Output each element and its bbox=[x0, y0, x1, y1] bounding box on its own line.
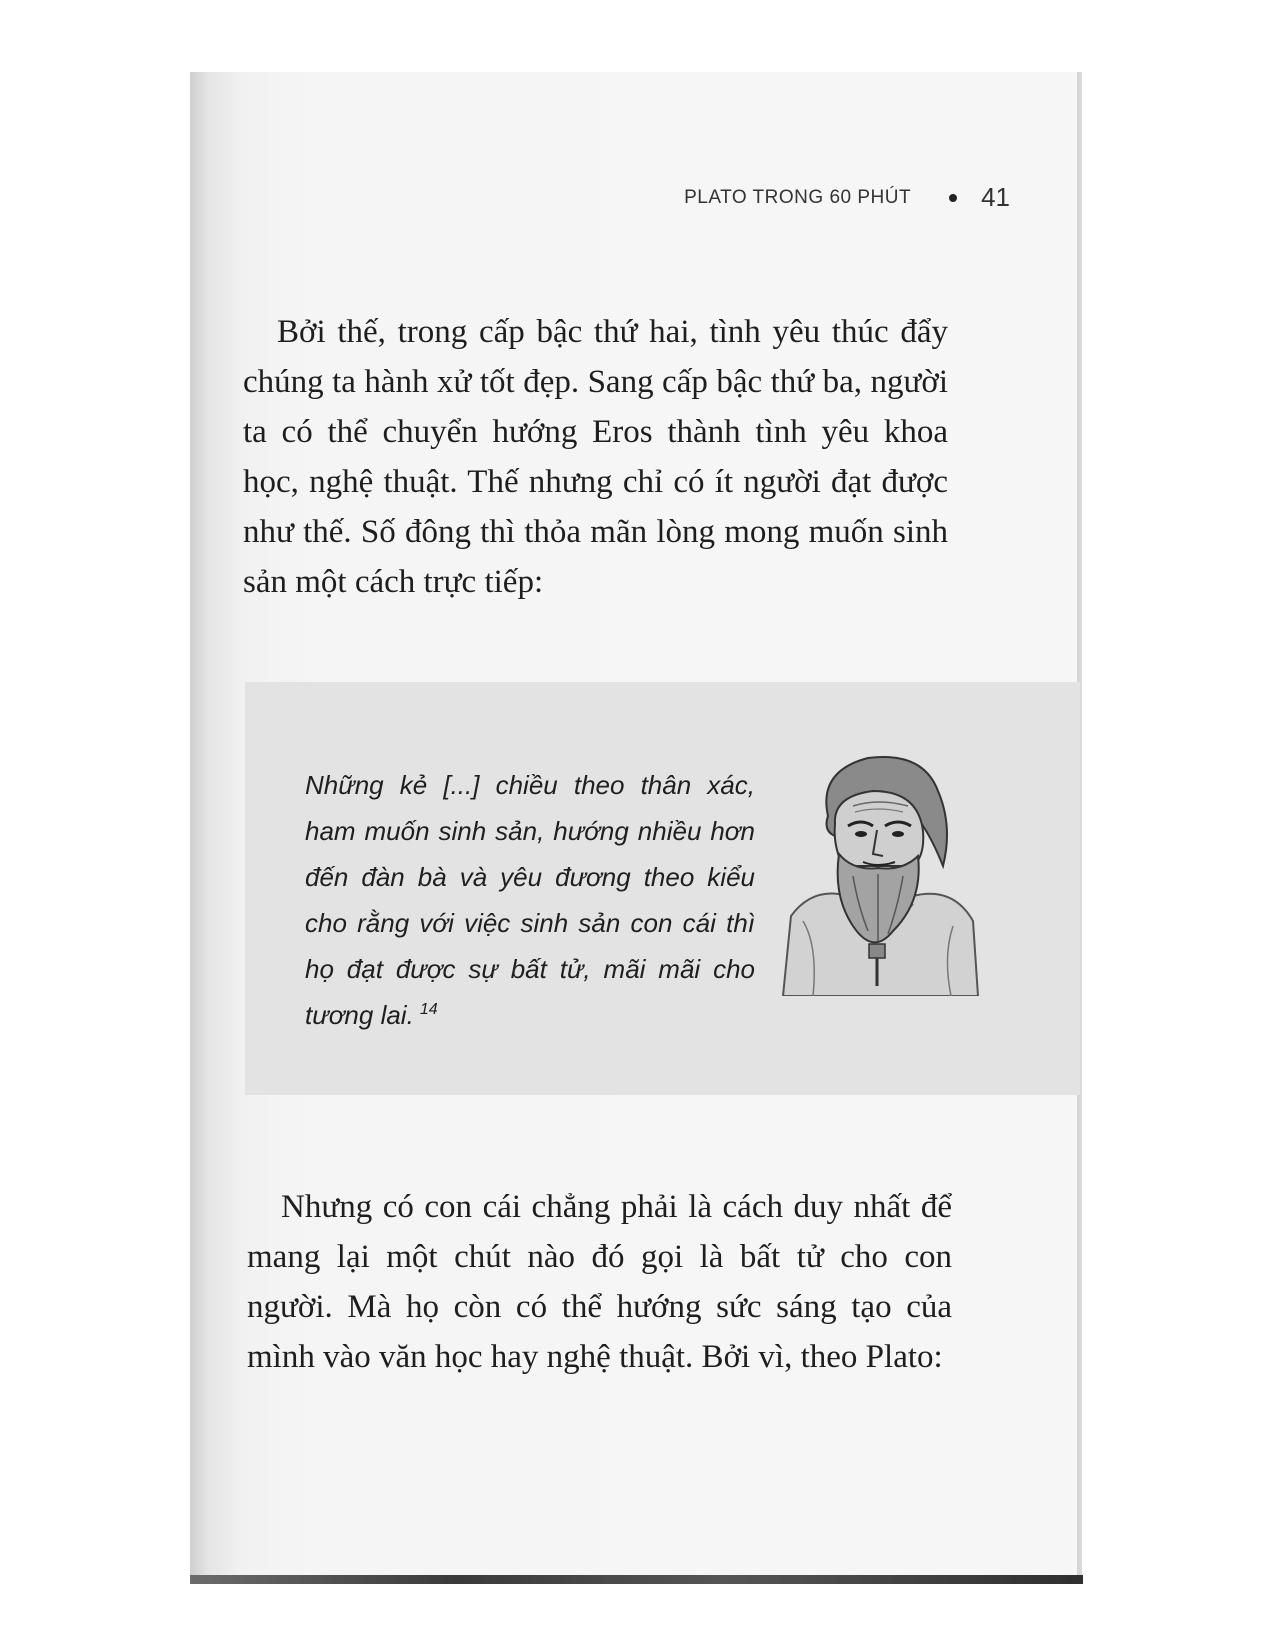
paragraph-1-text: Bởi thế, trong cấp bậc thứ hai, tình yêu thúc đẩy chúng ta hành xử tốt đẹp. Sang cấp bậc thứ ba, người ta có thể chuyển hướng Eros thành tình yêu khoa học, nghệ thuật. Thế nhưng chỉ có ít người đạt được như thế. Số đông thì thỏa mãn lòng mong muốn sinh sản một cách trực tiếp: bbox=[243, 314, 948, 600]
book-page bbox=[190, 72, 1080, 1580]
plato-portrait-icon bbox=[773, 746, 983, 996]
paragraph-2 bbox=[247, 1182, 952, 1382]
paragraph-2-text: Nhưng có con cái chẳng phải là cách duy nhất để mang lại một chút nào đó gọi là bất tử cho con người. Mà họ còn có thể hướng sức sáng tạo của mình vào văn học hay nghệ thuật. Bởi vì, theo Plato: bbox=[247, 1189, 952, 1375]
book-edge-bottom bbox=[190, 1575, 1083, 1584]
footnote-marker: 14 bbox=[419, 1001, 438, 1019]
running-title: PLATO TRONG 60 PHÚT bbox=[684, 186, 912, 208]
paragraph-1 bbox=[243, 307, 948, 607]
page-number: 41 bbox=[981, 182, 1010, 212]
bullet-separator bbox=[949, 194, 957, 202]
quote-body: Những kẻ [...] chiều theo thân xác, ham muốn sinh sản, hướng nhiều hơn đến đàn bà và yêu đương theo kiểu cho rằng với việc sinh sản con cái thì họ đạt được sự bất tử, mãi mãi cho tương lai. bbox=[305, 770, 755, 1030]
quote-text bbox=[305, 762, 755, 1038]
running-head bbox=[684, 182, 1010, 213]
quote-box bbox=[245, 682, 1080, 1095]
